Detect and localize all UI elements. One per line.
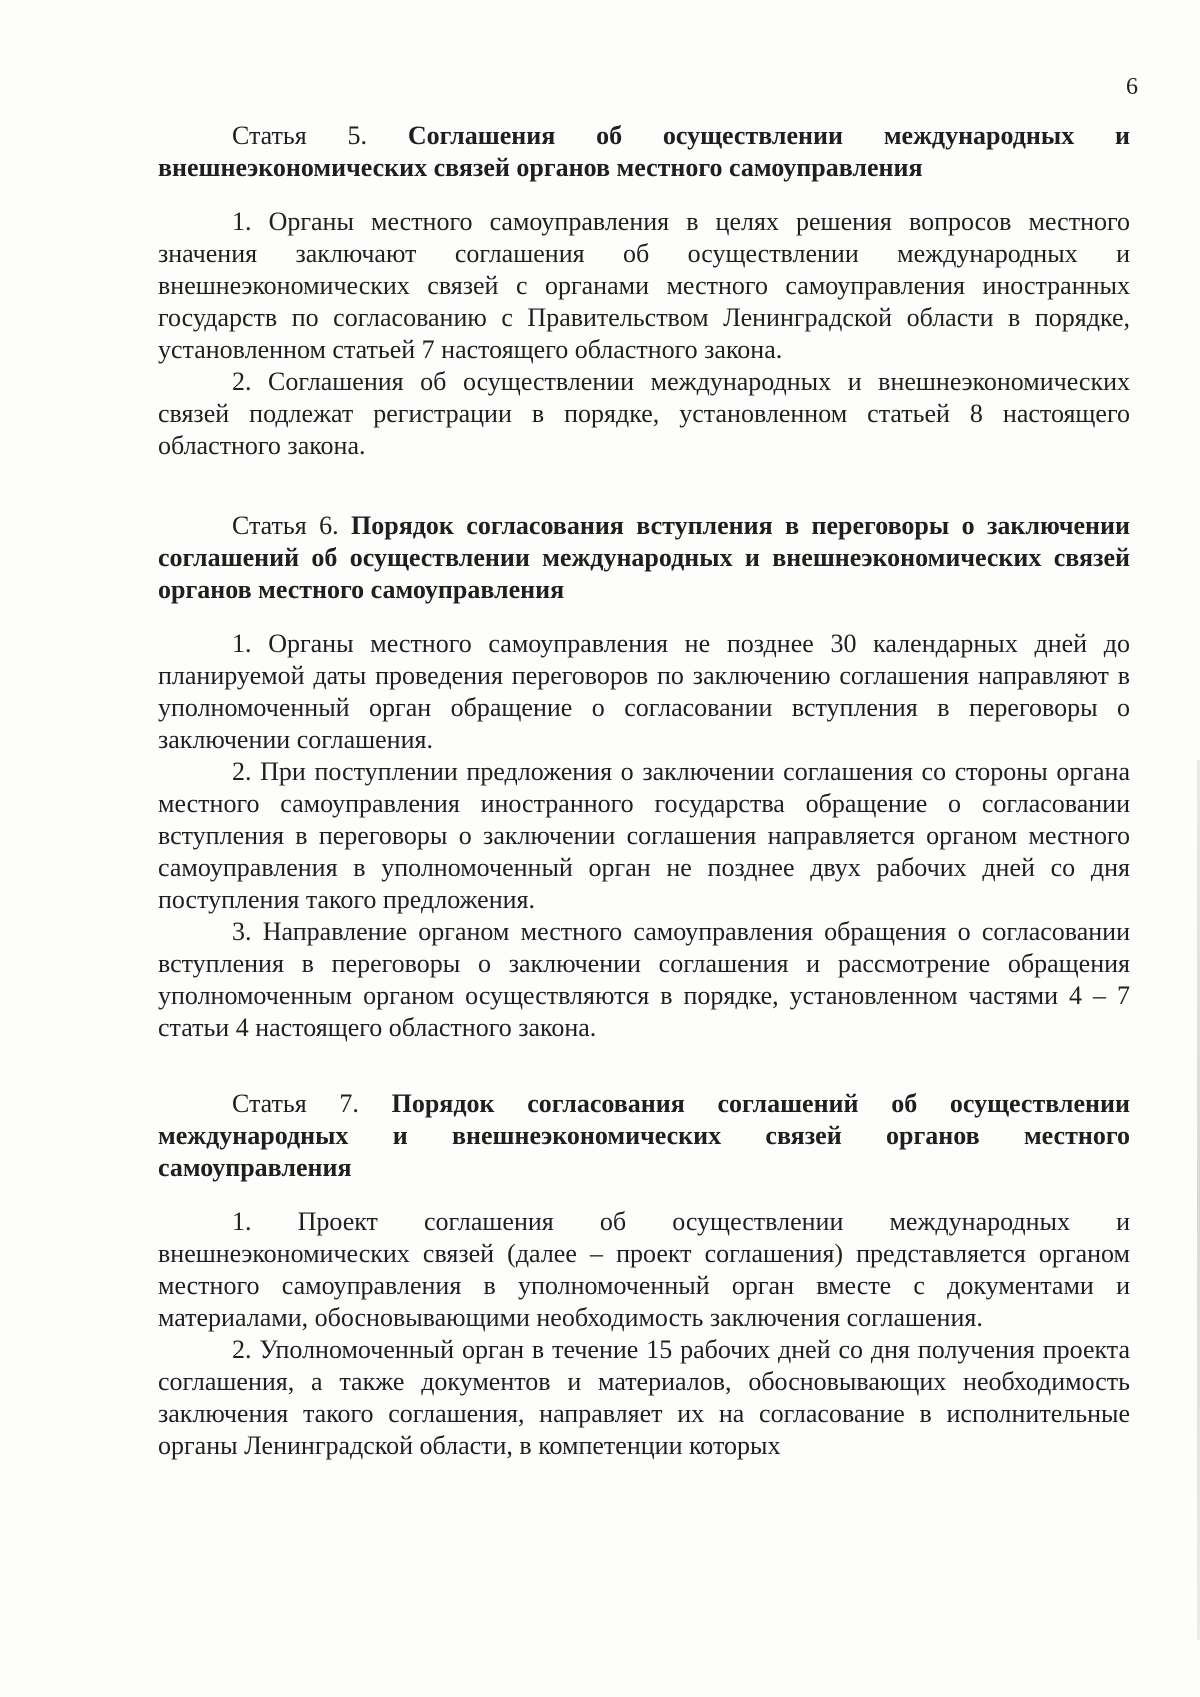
article-title: Порядок согласования вступления в переговоры о заключении соглашений об осуществлении международных и внешнеэкономических связей органов местного самоуправления [158, 511, 1131, 604]
article-heading [158, 1088, 1130, 1184]
article-body [158, 628, 1130, 1044]
paragraph: 3. Направление органом местного самоуправления обращения о согласовании вступления в переговоры о заключении соглашения и рассмотрение обращения уполномоченным органом осуществляются в порядке, установленном частями 4 – 7 статьи 4 настоящего областного закона. [158, 917, 1130, 1042]
paragraph: 1. Органы местного самоуправления в целях решения вопросов местного значения заключают соглашения об осуществлении международных и внешнеэкономических связей с органами местного самоуправления иностранных государств по согласованию с Правительством Ленинградской области в порядке, установленном статьей 7 настоящего областного закона. [158, 207, 1130, 364]
article-6 [158, 510, 1130, 1044]
article-number: Статья 6. [232, 511, 339, 540]
article-heading [158, 120, 1130, 184]
paragraph: 2. При поступлении предложения о заключении соглашения со стороны органа местного самоуправления иностранного государства обращение о согласовании вступления в переговоры о заключении соглашения направляется органом местного самоуправления в уполномоченный орган не позднее двух рабочих дней со дня поступления такого предложения. [158, 757, 1130, 914]
article-title: Соглашения об осуществлении международных и внешнеэкономических связей органов местного самоуправления [158, 121, 1131, 182]
article-number: Статья 5. [232, 121, 368, 150]
paragraph: 1. Проект соглашения об осуществлении международных и внешнеэкономических связей (далее – проект соглашения) представляется органом местного самоуправления в уполномоченный орган вместе с документами и материалами, обосновывающими необходимость заключения соглашения. [158, 1207, 1130, 1332]
article-title: Порядок согласования соглашений об осуществлении международных и внешнеэкономических связей органов местного самоуправления [158, 1089, 1130, 1182]
article-5 [158, 120, 1130, 462]
article-heading [158, 510, 1130, 606]
article-body [158, 1206, 1130, 1462]
page-number: 6 [1126, 74, 1138, 100]
paragraph: 2. Уполномоченный орган в течение 15 рабочих дней со дня получения проекта соглашения, а также документов и материалов, обосновывающих необходимость заключения такого соглашения, направляет их на согласование в исполнительные органы Ленинградской области, в компетенции которых [158, 1335, 1130, 1460]
paragraph: 2. Соглашения об осуществлении международных и внешнеэкономических связей подлежат регистрации в порядке, установленном статьей 8 настоящего областного закона. [158, 367, 1130, 460]
article-body [158, 206, 1130, 462]
paragraph: 1. Органы местного самоуправления не позднее 30 календарных дней до планируемой даты проведения переговоров по заключению соглашения направляют в уполномоченный орган обращение о согласовании вступления в переговоры о заключении соглашения. [158, 629, 1130, 754]
article-7 [158, 1088, 1130, 1462]
article-number: Статья 7. [232, 1089, 359, 1118]
